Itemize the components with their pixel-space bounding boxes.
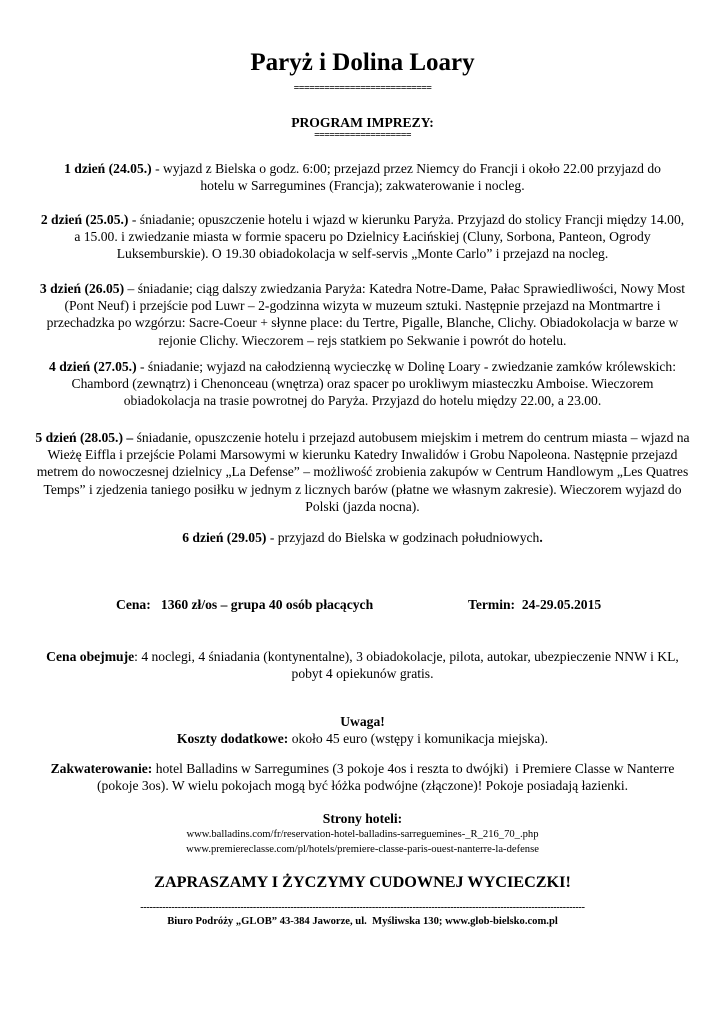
day-1-text: - wyjazd z Bielska o godz. 6:00; przejazd przez Niemcy do Francji i około 22.00 przyjazd do hotelu w Sarregumines (Francja); zakwaterowanie i nocleg. (151, 161, 661, 194)
hotel-link-balladins[interactable]: www.balladins.com/fr/reservation-hotel-balladins-sarreguemines-_R_216_70_.php (186, 829, 539, 841)
accommodation-paragraph (34, 760, 691, 794)
day-5-paragraph (32, 429, 693, 515)
extra-costs-label: Koszty dodatkowe: (176, 731, 289, 747)
day-6-text: - przyjazd do Bielska w godzinach południowych (266, 530, 540, 545)
day-1-paragraph (60, 160, 665, 194)
notice-block (30, 713, 695, 747)
day-4-paragraph (34, 358, 691, 410)
closing-slogan: ZAPRASZAMY I ŻYCZYMY CUDOWNEJ WYCIECZKI! (154, 873, 571, 891)
day-5-label: 5 dzień (28.05.) – (35, 430, 134, 445)
term-label: Termin: 24-29.05.2015 (468, 597, 602, 612)
day-4-label: 4 dzień (27.05.) (49, 359, 137, 374)
includes-paragraph (40, 648, 685, 682)
accommodation-text: hotel Balladins w Sarregumines (3 pokoje 4os i reszta to dwójki) i Premiere Classe w Nanterre (pokoje 3os). W wielu pokojach mogą być łóżka podwójne (złączone)! Pokoje posiadają łazienki. (97, 761, 678, 794)
day-5-text: śniadanie, opuszczenie hotelu i przejazd autobusem miejskim i metrem do centrum miasta – wjazd na Wieżę Eiffla i przejście Polami Marsowymi w kierunku Katedry Inwalidów i Grobu Napoleona. Następnie przejazd metrem do nowoczesnej dzielnicy „La Defense” – możliwość zrobienia zakupów w Centrum Handlowym „Les Quatres Temps” i zjedzenia taniego posiłku w jednym z licznych barów (płatne we własnym zakresie). Wieczorem wyjazd do Polski (jazda nocna). (36, 430, 690, 514)
title-underline: =========================== (293, 83, 432, 94)
day-2-text: - śniadanie; opuszczenie hotelu i wjazd w kierunku Paryża. Przyjazd do stolicy Francji między 14.00, a 15.00. i zwiedzanie miasta w formie spaceru po Dzielnicy Łacińskiej (Cluny, Sorbona, Panteon, Ogrody Luksemburskie). O 19.30 obiadokolacja w self-servis „Monte Carlo” i przejazd na nocleg. (74, 212, 685, 262)
day-2-label: 2 dzień (25.05.) (40, 212, 129, 227)
day-6-label: 6 dzień (29.05) (182, 530, 267, 545)
day-6-paragraph (30, 529, 695, 546)
notice-heading: Uwaga! (340, 714, 385, 729)
extra-costs-text: około 45 euro (wstępy i komunikacja miejska). (288, 731, 549, 747)
hotel-link-premiere-classe[interactable]: www.premiereclasse.com/pl/hotels/premiere-classe-paris-ouest-nanterre-la-defense (186, 844, 539, 856)
day-6-suffix: . (539, 530, 543, 545)
agency-footer: Biuro Podróży „GLOB” 43-384 Jaworze, ul. Myśliwska 130; www.glob-bielsko.com.pl (167, 916, 558, 927)
day-1-label: 1 dzień (24.05.) (64, 161, 152, 176)
accommodation-label: Zakwaterowanie: (50, 761, 153, 776)
day-3-label: 3 dzień (26.05) (39, 281, 125, 296)
includes-text: : 4 noclegi, 4 śniadania (kontynentalne), 3 obiadokolacje, pilota, autokar, ubezpieczenie NNW i KL, pobyt 4 opiekunów gratis. (134, 649, 679, 682)
includes-label: Cena obejmuje (46, 649, 135, 664)
day-4-text: - śniadanie; wyjazd na całodzienną wycieczkę w Dolinę Loary - zwiedzanie zamków królewskich: Chambord (zewnątrz) i Chenonceau (wnętrza) oraz spacer po urokliwym miasteczku Amboise. Wieczorem obiadokolacja na trasie powrotnej do Paryża. Przyjazd do hotelu między 22.00, a 23.00. (71, 359, 676, 409)
page-title: Paryż i Dolina Loary (250, 49, 475, 76)
program-heading: PROGRAM IMPREZY: (291, 115, 434, 130)
program-underline: =================== (314, 130, 411, 141)
day-2-paragraph (38, 211, 687, 263)
separator-line: ---------------------------------------------------------------------------------------------------------------------------------------------- (140, 903, 585, 913)
hotel-pages-heading: Strony hoteli: (322, 811, 403, 826)
day-3-text: – śniadanie; ciąg dalszy zwiedzania Paryża: Katedra Notre-Dame, Pałac Sprawiedliwości, Nowy Most (Pont Neuf) i przejście pod Luwr – 2-godzinna wizyta w muzeum sztuki. Następnie przejazd na Montmartre i przechadzka po wzgórzu: Sacre-Coeur + słynne place: du Tertre, Pigalle, Blanche, Clichy. Obiadokolacja w barze w rejonie Clichy. Wieczorem – rejs statkiem po Sekwanie i powrót do hotelu. (46, 281, 686, 348)
hotel-pages-block (30, 810, 695, 857)
day-3-paragraph (30, 280, 695, 349)
price-label: Cena: 1360 zł/os – grupa 40 osób płacących (116, 597, 374, 612)
